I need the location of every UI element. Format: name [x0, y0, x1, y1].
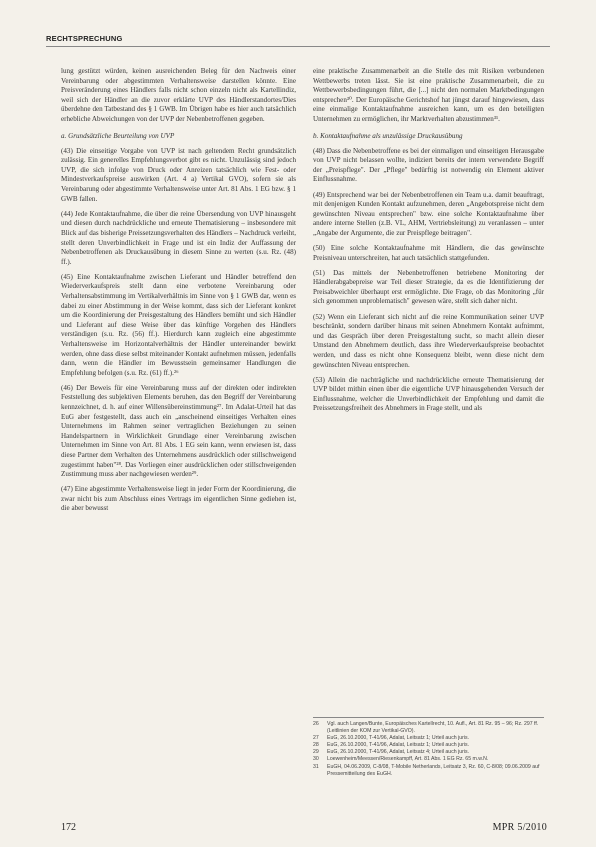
- footnote-number: 30: [313, 756, 319, 763]
- paragraph: (45) Eine Kontaktaufnahme zwischen Lieferant und Händler betreffend den Wiederverkaufspreis stellt dann eine verbotene Vereinbarung oder Verhaltensabstimmung im Vertikalverhältnis im Sinne von § 1 GWB dar, wenn es dabei zu einer Abstimmung in der Weise kommt, dass sich der Lieferant konkret um die Koordinierung der Preisgestaltung des Händlers bemüht und sich Händler und Lieferant auf diese Weise über das künftige Vorgehen des Händlers verständigen (s.u. Rz. (56) ff.). Hierdurch kann zugleich eine abgestimmte Verhaltensweise im Horizontalverhältnis der Händler untereinander bewirkt werden, ohne dass diese selbst miteinander Kontakt aufnehmen müssen, jedenfalls dann, wenn die Händler im Bewusstsein gemeinsamer Handlungen die Empfehlung befolgen (s.u. Rz. (61) ff.).²⁶: [61, 272, 296, 377]
- paragraph: (52) Wenn ein Lieferant sich nicht auf die reine Kommunikation seiner UVP beschränkt, sondern darüber hinaus mit seinen Abnehmern Kontakt aufnimmt, und das Gespräch über deren Preisgestaltung sucht, so macht allein dieser Umstand den Abnehmern deutlich, dass ihre Wiederverkaufspreise beobachtet werden, und dass es nicht ohne Konsequenz bleibt, wenn diese nicht dem gewünschten Niveau entsprechen.: [313, 312, 544, 369]
- footnote-text: EuG, 26.10.2000, T-41/96, Adalat, Leitsatz 4; Urteil auch juris.: [327, 749, 470, 756]
- paragraph: (44) Jede Kontaktaufnahme, die über die reine Übersendung von UVP hinausgeht und diesen durch nachdrückliche und erneute Thematisierung – insbesondere mit Blick auf das bisherige Preissetzungsverhalten des Händlers – Nachdruck verleiht, stellt deren Unverbindlichkeit in Frage und ist ein Indiz der Auffassung der Nebenbetroffenen als Druckausübung in diesem Sinne zu werten (s.u. Rz. (48) ff.).: [61, 209, 296, 266]
- footnote-number: 26: [313, 721, 319, 727]
- footnote: [313, 764, 544, 778]
- footnote-text: Vgl. auch Langen/Bunte, Europäisches Kartellrecht, 10. Aufl., Art. 81 Rz. 95 – 96; Rz. 297 ff. (Leitlinien der KOM zur Vertikal-GVO).: [327, 721, 539, 735]
- footnote-text: Loewenheim/Meessen/Riesenkampff, Art. 81 Abs. 1 EG Rz. 65 m.w.N.: [327, 756, 489, 763]
- footnote-text: EuG, 26.10.2000, T-41/96, Adalat, Leitsatz 1; Urteil auch juris.: [327, 735, 470, 742]
- footnotes: [313, 717, 544, 778]
- subheading: a. Grundsätzliche Beurteilung von UVP: [61, 131, 175, 140]
- footnote-text: EuG, 26.10.2000, T-41/96, Adalat, Leitsatz 1; Urteil auch juris.: [327, 742, 470, 749]
- subheading: b. Kontaktaufnahme als unzulässige Druckausübung: [313, 131, 463, 140]
- footnote-number: 29: [313, 749, 319, 756]
- header-rule: [46, 46, 550, 47]
- journal-reference: MPR 5/2010: [492, 822, 547, 833]
- footnote-number: 31: [313, 763, 319, 770]
- footnote: [313, 721, 544, 735]
- paragraph: (49) Entsprechend war bei der Nebenbetroffenen ein Team u.a. damit beauftragt, mit denjenigen Kunden Kontakt aufzunehmen, deren „Angebotspreise nicht dem gewünschten Niveau entsprechen" bzw. eine solche Kontaktaufnahme über andere interne Stellen (z.B. VL, AHM, Vertriebsleitung) zu veranlassen – unter „Angabe der Argumente, die zur Preispflege beitragen".: [313, 190, 544, 237]
- footnote: [313, 749, 544, 756]
- paragraph: eine praktische Zusammenarbeit an die Stelle des mit Risiken verbundenen Wettbewerbs treten lässt. Sie ist eine praktische Zusammenarbeit, die zu Wettbewerbsbedingungen führt, die [...] nicht den normalen Marktbedingungen entsprechen³⁰. Der Europäische Gerichtshof hat jüngst darauf hingewiesen, dass eine einmalige Kontaktaufnahme ausreichen kann, um es den beteiligten Unternehmen zu ermöglichen, ihr Marktverhalten abzustimmen³¹.: [313, 67, 544, 123]
- paragraph: (50) Eine solche Kontaktaufnahme mit Händlern, die das gewünschte Preisniveau unterschreiten, hat auch tatsächlich stattgefunden.: [313, 244, 544, 262]
- left-column: [61, 67, 296, 514]
- footnote-number: 28: [313, 742, 319, 749]
- paragraph: (53) Allein die nachträgliche und nachdrückliche erneute Thematisierung der UVP bildet mithin einen über die eigentliche UVP hinausgehenden Versuch der Einflussnahme, welcher die Unverbindlichkeit der Empfehlung und damit die Preissetzungsfreiheit des Abnehmers in Frage stellt, und als: [313, 375, 544, 413]
- page-number: 172: [61, 822, 76, 833]
- paragraph: (43) Die einseitige Vorgabe von UVP ist nach geltendem Recht grundsätzlich zulässig. Ein generelles Empfehlungsverbot gibt es nicht. Unzulässig sind jedoch UVP, die sich infolge von Druck oder Anreizen tatsächlich wie Fest- oder Mindestverkaufspreise auswirken (Art. 4 a) Vertikal GVO), sofern sie als Vereinbarung oder abgestimmte Verhaltensweise unter Art. 81 Abs. 1 EG bzw. § 1 GWB fallen.: [61, 146, 296, 203]
- paragraph: (47) Eine abgestimmte Verhaltensweise liegt in jeder Form der Koordinierung, die zwar nicht bis zum Abschluss eines Vertrags im eigentlichen Sinne gediehen ist, die aber bewusst: [61, 485, 296, 513]
- footnote: [313, 735, 544, 742]
- paragraph: (46) Der Beweis für eine Vereinbarung muss auf der direkten oder indirekten Feststellung des subjektiven Elements beruhen, das den Begriff der Vereinbarung kennzeichnet, d. h. auf einer Willensübereinstimmung²⁷. Im Adalat-Urteil hat das EuG aber festgestellt, dass auch ein „anscheinend einseitiges Verhalten eines Unternehmens im Rahmen seiner vertraglichen Beziehungen zu seinen Handelspartnern in Wirklichkeit Grundlage einer Vereinbarung zwischen Unternehmen im Sinne von Art. 81 Abs. 1 EG sein kann, wenn erwiesen ist, dass diese Partner dem Verhalten des Unternehmens ausdrücklich oder stillschweigend zugestimmt haben"²⁸. Das Vorliegen einer ausdrücklichen oder stillschweigenden Zustimmung muss aber nachgewiesen werden²⁹.: [61, 383, 296, 479]
- paragraph: lung gestützt würden, keinen ausreichenden Beleg für den Nachweis einer Vereinbarung oder abgestimmten Verhaltensweise darstellen könnte. Eine Preisveränderung eines Händlers falls nicht schon einzeln nicht als Kartellindiz, weil sich der Händler an die zuvor erklärte UVP des Händlerstandortes/Dies überdehne den Tatbestand des § 1 GWB. Im Übrigen habe es hier auch tatsächlich erhebliche Abweichungen von der UVP der Nebenbetroffenen gegeben.: [61, 67, 296, 123]
- footnote-text: EuGH, 04.06.2009, C-8/08, T-Mobile Netherlands, Leitsatz 3, Rz. 60, C-8/08; 09.06.2009 auf Pressemitteilung des EuGH.: [327, 763, 540, 777]
- section-header: RECHTSPRECHUNG: [46, 34, 123, 43]
- paragraph: (48) Dass die Nebenbetroffene es bei der einmaligen und einseitigen Herausgabe von UVP nicht belassen wollte, indiziert bereits der intern verwendete Begriff der „Preispflege". Der „Pflege" bedürftig ist notwendig ein Element aktiver Einflussnahme.: [313, 146, 544, 184]
- paragraph: (51) Das mittels der Nebenbetroffenen betriebene Monitoring der Händlerabgabepreise war Teil dieser Strategie, da es die Identifizierung der Preisabweichler überhaupt erst ermöglichte. Die Frage, ob das Monitoring „für sich genommen unproblematisch" gewesen wäre, stellt sich daher nicht.: [313, 268, 544, 306]
- right-column: [313, 67, 544, 414]
- footnote-number: 27: [313, 735, 319, 742]
- footnote: [313, 756, 544, 763]
- footnote: [313, 742, 544, 749]
